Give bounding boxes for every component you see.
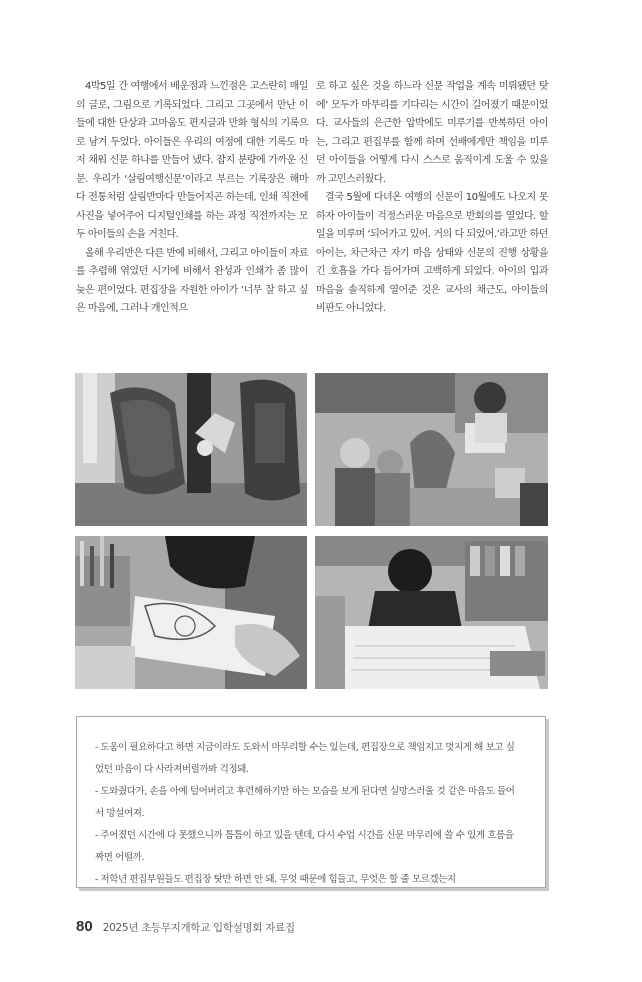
quote-item: - 주어졌던 시간에 다 못했으니까 틈틈이 하고 있을 텐데, 다시 수업 시간을 신문 마무리에 쓸 수 있게 흐름을 짜면 어떨까.: [95, 830, 514, 863]
paragraph: 4박5일 간 여행에서 배운점과 느낀점은 고스란히 매일의 글로, 그림으로 기록되었다. 그리고 그곳에서 만난 이들에 대한 단상과 고마움도 편지글과 만화 형식의 기록으로 남겨 두었다. 아이들은 우리의 여정에 대한 기록도 마저 채워 신문 하나를 만들어 냈다. 잡지 분량에 가까운 신문. 우리가 ‘살림여행신문’이라고 부르는 기록장은 해마다 전통처럼 살림반마다 만들어지곤 하는데, 인쇄 직전에 사진을 넣어주어 디지털인쇄를 하는 과정 직전까지는 모두 아이들의 손을 거친다.: [76, 81, 308, 240]
photo-child-drawing: [75, 536, 307, 689]
paragraph: 로 하고 싶은 것을 하느라 신문 작업을 계속 미뤄됐던 탓에’ 모두가 마무리를 기다리는 시간이 길어졌기 때문이었다. 교사들의 은근한 압박에도 미루기를 반복하던 아이는, 그리고 편집부를 함께 하며 선배에게만 책임을 미루던 아이들을 어떻게 다시 스스로 움직이게 도울 수 있을까 고민스러웠다.: [316, 81, 548, 185]
photo-backpacks-walking: [75, 373, 307, 526]
page-footer: [76, 918, 295, 938]
paragraph: 결국 5월에 다녀온 여행의 신문이 10월에도 나오지 못하자 아이들이 걱정스러운 마음으로 반회의를 열었다. 할 일을 미루며 ‘되어가고 있어. 거의 다 되었어.’라고만 하던 아이는, 차근차근 자기 마음 상태와 신문의 진행 상황을 긴 호흡을 가다 듬어가며 고백하게 되었다. 아이의 입과 마음을 솔직하게 열어준 것은 교사의 채근도, 아이들의 비판도 아니었다.: [316, 192, 548, 314]
quote-list: [77, 717, 545, 891]
quote-item: - 도와줬다가, 손을 아예 털어버리고 후련해하기만 하는 모습을 보게 된다면 실망스러울 것 같은 마음도 들어서 망설여져.: [95, 786, 515, 819]
photo-children-at-shop-counter: [315, 373, 548, 526]
photo-child-writing: [315, 536, 548, 689]
quote-item: - 도움이 필요하다고 하면 지금이라도 도와서 마무리할 수는 있는데, 편집장으로 책임지고 멋지게 해 보고 싶었던 마음이 다 사라져버릴까봐 걱정돼.: [95, 742, 515, 775]
paragraph: 올해 우리반은 다른 반에 비해서, 그리고 아이들이 자료를 추렴해 엮었던 시기에 비해서 완성과 인쇄가 좀 많이 늦은 편이었다. 편집장을 자원한 아이가 ‘너무 잘 하고 싶은 마음에, 그러나 개인적으: [76, 247, 308, 314]
page-number: 80: [76, 918, 93, 935]
body-column-left: [76, 78, 308, 319]
footer-title: 2025년 초등무지개학교 입학설명회 자료집: [102, 922, 295, 934]
quote-box: [76, 716, 546, 888]
body-column-right: [316, 78, 548, 319]
quote-item: - 저학년 편집부원들도 편집장 탓만 하면 안 돼. 무엇 때문에 힘들고, 무엇은 할 줄 모르겠는지: [95, 874, 456, 885]
